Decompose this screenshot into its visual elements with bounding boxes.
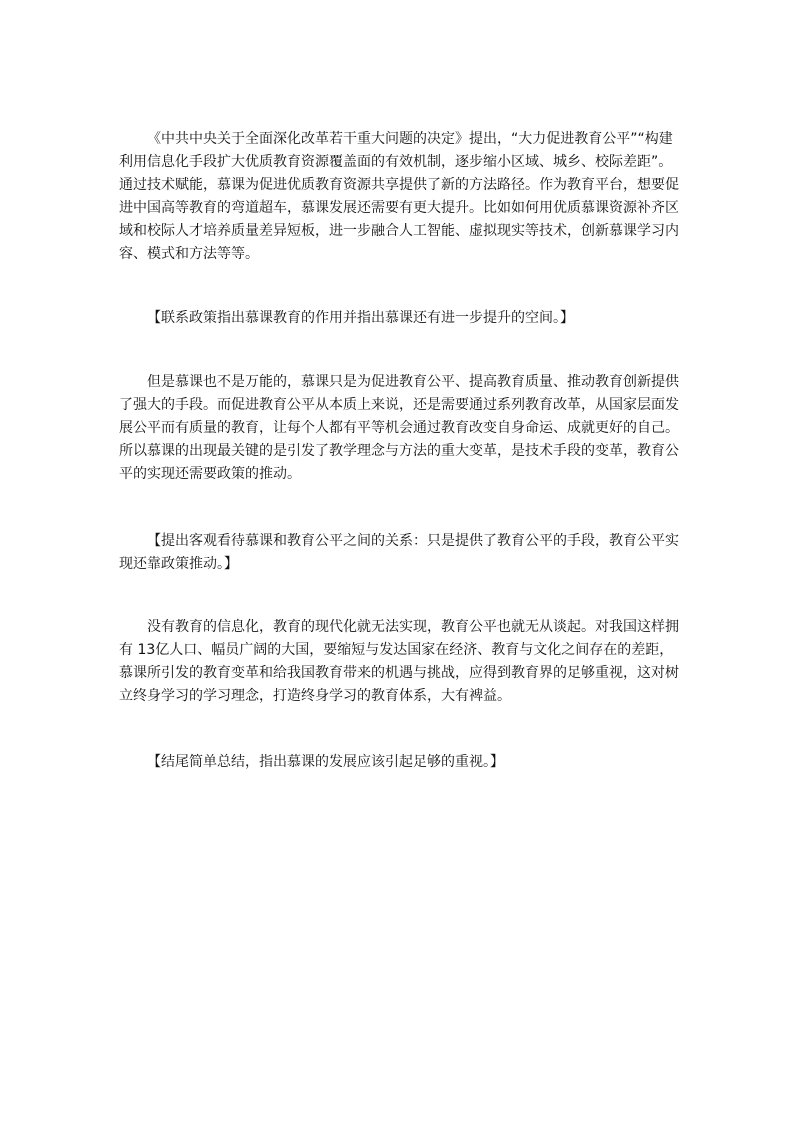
comment-line: 【结尾简单总结，指出慕课的发展应该引起足够的重视。】 xyxy=(147,754,504,770)
paragraph-line: 进中国高等教育的弯道超车，慕课发展还需要有更大提升。比如如何用优质慕课资源补齐区 xyxy=(119,200,679,216)
paragraph-line: 通过技术赋能，慕课为促进优质教育资源共享提供了新的方法路径。作为教育平台，想要促 xyxy=(119,177,679,193)
paragraph-informatization xyxy=(119,616,685,708)
paragraph-line: 了强大的手段。而促进教育公平从本质上来说，还是需要通过系列教育改革，从国家层面发 xyxy=(119,397,679,413)
comment-conclusion xyxy=(119,751,685,774)
comment-line: 现还靠政策推动。】 xyxy=(119,556,238,572)
paragraph-line: 有 13亿人口、幅员广阔的大国，要缩短与发达国家在经济、教育与文化之间存在的差距， xyxy=(119,642,674,658)
paragraph-line: 所以慕课的出现最关键的是引发了教学理念与方法的重大变革，是技术手段的变革，教育公 xyxy=(119,443,679,459)
comment-line: 【提出客观看待慕课和教育公平之间的关系：只是提供了教育公平的手段，教育公平实 xyxy=(147,533,679,549)
paragraph-line: 《中共中央关于全面深化改革若干重大问题的决定》提出，“大力促进教育公平”“构建 xyxy=(147,131,673,147)
paragraph-policy xyxy=(119,128,685,266)
paragraph-line: 利用信息化手段扩大优质教育资源覆盖面的有效机制，逐步缩小区域、城乡、校际差距”。 xyxy=(119,154,673,170)
comment-policy xyxy=(119,307,685,330)
paragraph-line: 但是慕课也不是万能的，慕课只是为促进教育公平、提高教育质量、推动教育创新提供 xyxy=(147,374,679,390)
paragraph-limitations xyxy=(119,371,685,486)
paragraph-line: 立终身学习的学习理念，打造终身学习的教育体系，大有裨益。 xyxy=(119,688,511,704)
paragraph-line: 容、模式和方法等等。 xyxy=(119,246,259,262)
paragraph-line: 展公平而有质量的教育，让每个人都有平等机会通过教育改变自身命运、成就更好的自己。 xyxy=(119,420,679,436)
paragraph-line: 慕课所引发的教育变革和给我国教育带来的机遇与挑战，应得到教育界的足够重视，这对树 xyxy=(119,665,679,681)
comment-relationship xyxy=(119,530,685,576)
paragraph-line: 域和校际人才培养质量差异短板，进一步融合人工智能、虚拟现实等技术，创新慕课学习内 xyxy=(119,223,679,239)
paragraph-line: 没有教育的信息化，教育的现代化就无法实现，教育公平也就无从谈起。对我国这样拥 xyxy=(147,619,679,635)
paragraph-line: 平的实现还需要政策的推动。 xyxy=(119,466,301,482)
comment-line: 【联系政策指出慕课教育的作用并指出慕课还有进一步提升的空间。】 xyxy=(147,310,574,326)
